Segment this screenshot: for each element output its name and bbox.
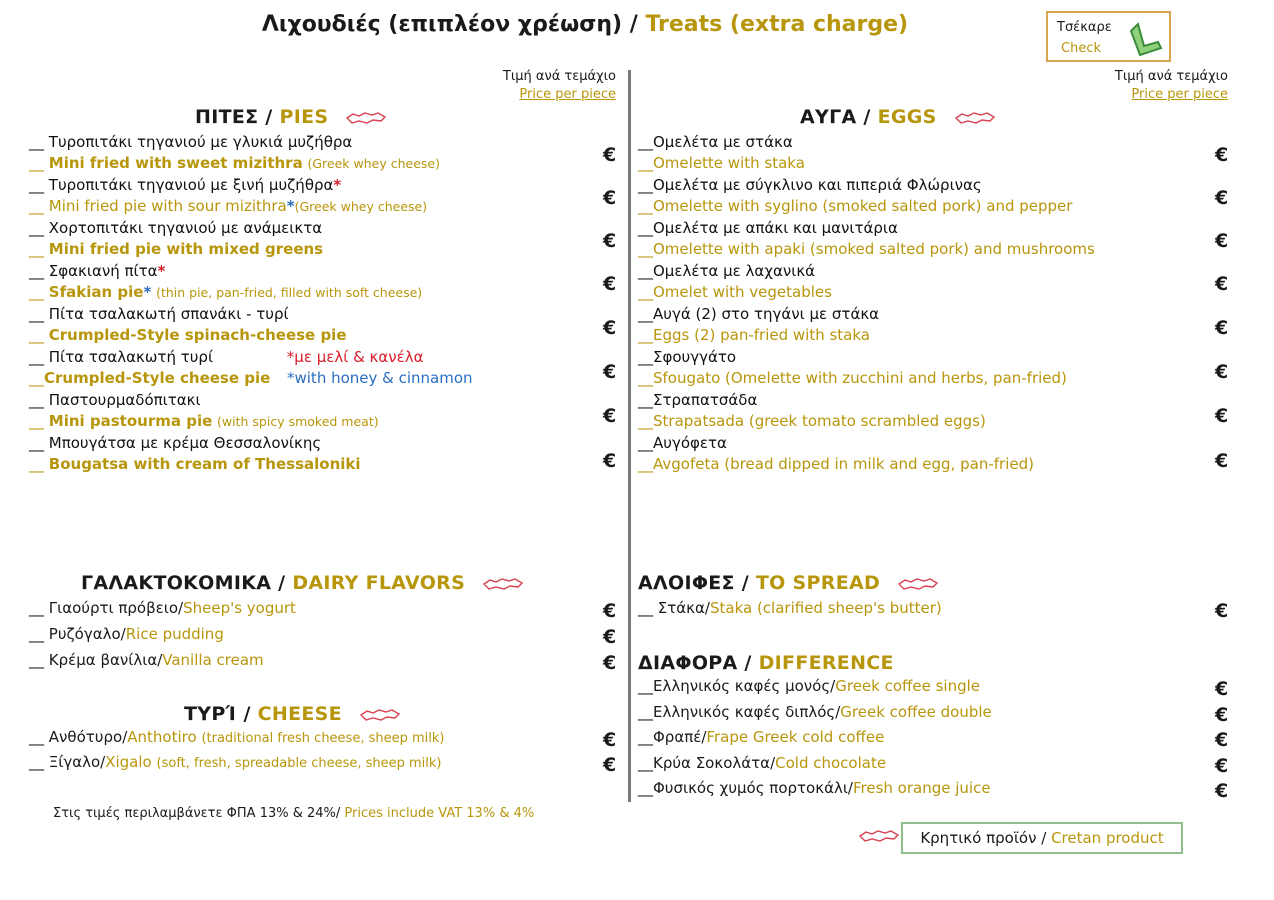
price-euro: €: [603, 600, 617, 622]
item-name-english: Anthotiro: [127, 728, 197, 746]
asterisk-mark: *: [157, 262, 166, 280]
crete-map-icon: [345, 110, 387, 126]
section-title-cheese: [184, 703, 401, 725]
list-item: __Ομελέτα με στάκα __Omelette with staka: [638, 133, 805, 172]
item-name-english: Omelette with syglino (smoked salted pork) and pepper: [653, 197, 1073, 215]
section-title-greek: ΑΥΓΑ /: [800, 106, 871, 128]
item-name-english: Eggs (2) pan-fried with staka: [653, 326, 870, 344]
price-euro: €: [603, 187, 617, 209]
price-euro: €: [1215, 678, 1229, 700]
item-name-english: Greek coffee single: [835, 677, 980, 695]
price-euro: €: [603, 729, 617, 751]
check-legend: [1046, 11, 1171, 62]
list-item: __Σφουγγάτο __Sfougato (Omelette with zucchini and herbs, pan-fried): [638, 348, 1067, 387]
item-name-english: Frape Greek cold coffee: [706, 728, 885, 746]
list-item: __Αυγόφετα __Avgofeta (bread dipped in milk and egg, pan-fried): [638, 434, 1034, 473]
item-name-english: Strapatsada (greek tomato scrambled eggs): [653, 412, 986, 430]
item-name-greek: Ομελέτα με στάκα: [653, 133, 793, 151]
item-name-english: Bougatsa with cream of Thessaloniki: [48, 455, 361, 473]
item-name-english: Mini pastourma pie: [48, 412, 213, 430]
item-name-greek: Χορτοπιτάκι τηγανιού με ανάμεικτα: [48, 219, 323, 237]
item-name-greek: Ρυζόγαλο: [48, 625, 121, 643]
section-title-english: PIES: [279, 106, 329, 128]
item-name-greek: Κρύα Σοκολάτα: [653, 754, 771, 772]
item-name-greek: Τυροπιτάκι τηγανιού με γλυκιά μυζήθρα: [48, 133, 353, 151]
item-name-greek: Ξίγαλο: [48, 753, 101, 771]
cretan-product-legend: [901, 822, 1183, 854]
item-name-english: Fresh orange juice: [852, 779, 991, 797]
list-item: __ Γιαούρτι πρόβειο/Sheep's yogurt: [29, 599, 296, 617]
list-item: __ Τυροπιτάκι τηγανιού με ξινή μυζήθρα* __ Mini fried pie with sour mizithra*(Greek whey cheese): [29, 176, 428, 215]
price-euro: €: [603, 754, 617, 776]
vat-note-greek: Στις τιμές περιλαμβάνετε ΦΠΑ 13% & 24%/: [53, 806, 341, 821]
section-title-eggs: [800, 106, 996, 128]
eggs-list: [638, 132, 1095, 475]
section-title-greek: ΠΙΤΕΣ /: [195, 106, 273, 128]
item-note: (soft, fresh, spreadable cheese, sheep milk): [156, 756, 442, 771]
price-euro: €: [1215, 317, 1229, 339]
honey-note-greek: *με μελί & κανέλα: [286, 348, 424, 366]
item-name-greek: Ομελέτα με απάκι και μανιτάρια: [653, 219, 898, 237]
item-name-greek: Φραπέ: [653, 728, 702, 746]
item-name-english: Mini fried with sweet mizithra: [48, 154, 303, 172]
title-greek: Λιχουδιές (επιπλέον χρέωση) /: [261, 12, 638, 37]
item-note: (traditional fresh cheese, sheep milk): [201, 731, 445, 746]
asterisk-mark: *: [286, 197, 295, 215]
section-title-greek: ΔΙΑΦΟΡΑ /: [638, 652, 752, 674]
item-name-greek: Ελληνικός καφές μονός: [653, 677, 831, 695]
item-name-english: Omelet with vegetables: [653, 283, 832, 301]
list-item: __Ομελέτα με σύγκλινο και πιπεριά Φλώρινας __Omelette with syglino (smoked salted pork) and pepper: [638, 176, 1073, 215]
vat-note: [53, 806, 534, 821]
list-item: __Ομελέτα με απάκι και μανιτάρια __Omelette with apaki (smoked salted pork) and mushrooms: [638, 219, 1095, 258]
list-item: __Ελληνικός καφές διπλός/Greek coffee double: [638, 703, 992, 721]
checkmark-icon: [1128, 21, 1164, 59]
section-title-spread: [638, 572, 939, 594]
item-name-greek: Στραπατσάδα: [653, 391, 758, 409]
check-label-greek: Τσέκαρε: [1057, 20, 1112, 35]
price-euro: €: [1215, 361, 1229, 383]
item-name-english: Crumpled-Style cheese pie: [44, 369, 271, 387]
list-item: __ Πίτα τσαλακωτή τυρί *με μελί & κανέλα __Crumpled-Style cheese pie *with honey & cinnamon: [29, 348, 473, 387]
list-item: __ Τυροπιτάκι τηγανιού με γλυκιά μυζήθρα __ Mini fried with sweet mizithra (Greek whey cheese): [29, 133, 440, 172]
crete-map-icon: [858, 828, 900, 844]
item-name-greek: Ομελέτα με σύγκλινο και πιπεριά Φλώρινας: [653, 176, 982, 194]
list-item: __Αυγά (2) στο τηγάνι με στάκα __Eggs (2) pan-fried with staka: [638, 305, 880, 344]
vat-note-english: Prices include VAT 13% & 4%: [344, 806, 535, 821]
price-euro: €: [1215, 704, 1229, 726]
section-title-english: DIFFERENCE: [758, 652, 894, 674]
item-name-english: Mini fried pie with mixed greens: [48, 240, 324, 258]
price-header-greek: Τιμή ανά τεμάχιο: [502, 69, 616, 84]
item-name-greek: Αυγά (2) στο τηγάνι με στάκα: [653, 305, 880, 323]
price-euro: €: [603, 405, 617, 427]
list-item: __ Παστουρμαδόπιτακι __ Mini pastourma pie (with spicy smoked meat): [29, 391, 379, 430]
list-item: __Φραπέ/Frape Greek cold coffee: [638, 728, 885, 746]
section-title-greek: ΤΥΡΊ /: [184, 703, 251, 725]
section-title-dairy: [81, 572, 524, 594]
item-name-english: Omelette with apaki (smoked salted pork) and mushrooms: [653, 240, 1095, 258]
crete-map-icon: [482, 576, 524, 592]
item-note: (thin pie, pan-fried, filled with soft cheese): [156, 285, 423, 300]
item-name-greek: Σφακιανή πίτα: [48, 262, 158, 280]
item-name-english: Greek coffee double: [840, 703, 992, 721]
item-name-english: Vanilla cream: [162, 651, 264, 669]
price-euro: €: [603, 626, 617, 648]
honey-note-english: *with honey & cinnamon: [287, 369, 473, 387]
price-euro: €: [1215, 755, 1229, 777]
item-name-greek: Σφουγγάτο: [653, 348, 737, 366]
crete-map-icon: [897, 576, 939, 592]
list-item: __ Σφακιανή πίτα* __ Sfakian pie* (thin pie, pan-fried, filled with soft cheese): [29, 262, 423, 301]
item-name-greek: Πίτα τσαλακωτή σπανάκι - τυρί: [48, 305, 289, 323]
item-name-greek: Ανθότυρο: [48, 728, 123, 746]
list-item: __Φυσικός χυμός πορτοκάλι/Fresh orange juice: [638, 779, 991, 797]
price-header-english: Price per piece: [519, 87, 616, 102]
price-euro: €: [1215, 187, 1229, 209]
item-name-greek: Ελληνικός καφές διπλός: [653, 703, 836, 721]
item-name-english: Sheep's yogurt: [183, 599, 296, 617]
price-header-right: [1115, 69, 1228, 102]
price-euro: €: [603, 652, 617, 674]
item-name-english: Crumpled-Style spinach-cheese pie: [48, 326, 347, 344]
section-title-english: DAIRY FLAVORS: [292, 572, 466, 594]
item-name-greek: Παστουρμαδόπιτακι: [48, 391, 201, 409]
item-name-english: Xigalo: [105, 753, 152, 771]
check-label-english: Check: [1061, 41, 1101, 56]
price-euro: €: [1215, 230, 1229, 252]
list-item: __ Ανθότυρο/Anthotiro (traditional fresh cheese, sheep milk): [29, 728, 445, 746]
item-name-english: Avgofeta (bread dipped in milk and egg, pan-fried): [653, 455, 1034, 473]
item-name-greek: Ομελέτα με λαχανικά: [653, 262, 816, 280]
section-title-english: TO SPREAD: [755, 572, 881, 594]
price-euro: €: [1215, 273, 1229, 295]
item-name-english: Sfakian pie: [48, 283, 144, 301]
title-english: Treats (extra charge): [645, 12, 909, 37]
cretan-legend-greek: Κρητικό προϊόν /: [920, 829, 1047, 847]
price-euro: €: [603, 273, 617, 295]
price-euro: €: [603, 450, 617, 472]
cretan-legend-english: Cretan product: [1051, 829, 1164, 847]
crete-map-icon: [359, 707, 401, 723]
section-title-greek: ΑΛΟΙΦΕΣ /: [638, 572, 749, 594]
asterisk-mark: *: [143, 283, 152, 301]
section-title-difference: [638, 652, 894, 674]
list-item: __Ελληνικός καφές μονός/Greek coffee single: [638, 677, 980, 695]
item-name-greek: Φυσικός χυμός πορτοκάλι: [653, 779, 848, 797]
item-name-greek: Αυγόφετα: [653, 434, 727, 452]
price-euro: €: [1215, 405, 1229, 427]
list-item: __ Ρυζόγαλο/Rice pudding: [29, 625, 224, 643]
list-item: __Στραπατσάδα __Strapatsada (greek tomato scrambled eggs): [638, 391, 986, 430]
section-title-english: CHEESE: [257, 703, 342, 725]
item-note: (Greek whey cheese): [294, 199, 428, 214]
section-title-greek: ΓΑΛΑΚΤΟΚΟΜΙΚΑ /: [81, 572, 286, 594]
item-name-greek: Πίτα τσαλακωτή τυρί: [48, 348, 214, 366]
item-name-english: Staka (clarified sheep's butter): [709, 599, 942, 617]
item-name-greek: Μπουγάτσα με κρέμα Θεσσαλονίκης: [48, 434, 322, 452]
list-item: __Ομελέτα με λαχανικά __Omelet with vegetables: [638, 262, 832, 301]
price-euro: €: [603, 317, 617, 339]
list-item: __ Μπουγάτσα με κρέμα Θεσσαλονίκης __ Bougatsa with cream of Thessaloniki: [29, 434, 361, 473]
section-title-english: EGGS: [877, 106, 937, 128]
price-euro: €: [1215, 600, 1229, 622]
item-note: (with spicy smoked meat): [217, 414, 379, 429]
item-name-english: Rice pudding: [125, 625, 224, 643]
price-euro: €: [1215, 729, 1229, 751]
price-header-english: Price per piece: [1131, 87, 1228, 102]
pies-list: [29, 132, 473, 475]
list-item: __ Ξίγαλο/Xigalo (soft, fresh, spreadable cheese, sheep milk): [29, 753, 442, 771]
list-item: __ Κρέμα βανίλια/Vanilla cream: [29, 651, 264, 669]
price-euro: €: [1215, 780, 1229, 802]
price-euro: €: [603, 230, 617, 252]
column-divider: [628, 70, 631, 802]
item-name-english: Sfougato (Omelette with zucchini and herbs, pan-fried): [653, 369, 1067, 387]
item-name-english: Mini fried pie with sour mizithra: [48, 197, 287, 215]
item-name-english: Cold chocolate: [775, 754, 887, 772]
price-euro: €: [1215, 144, 1229, 166]
item-name-english: Omelette with staka: [653, 154, 805, 172]
price-euro: €: [1215, 450, 1229, 472]
section-title-pies: [195, 106, 387, 128]
item-name-greek: Στάκα: [657, 599, 705, 617]
list-item: __ Χορτοπιτάκι τηγανιού με ανάμεικτα __ Mini fried pie with mixed greens: [29, 219, 324, 258]
price-euro: €: [603, 361, 617, 383]
page-title: [0, 12, 1170, 37]
item-note: (Greek whey cheese): [307, 156, 440, 171]
asterisk-mark: *: [333, 176, 342, 194]
price-header-left: [503, 69, 616, 102]
list-item: __ Στάκα/Staka (clarified sheep's butter): [638, 599, 942, 617]
price-euro: €: [603, 144, 617, 166]
item-name-greek: Γιαούρτι πρόβειο: [48, 599, 179, 617]
list-item: __Κρύα Σοκολάτα/Cold chocolate: [638, 754, 887, 772]
item-name-greek: Τυροπιτάκι τηγανιού με ξινή μυζήθρα: [48, 176, 334, 194]
crete-map-icon: [954, 110, 996, 126]
item-name-greek: Κρέμα βανίλια: [48, 651, 158, 669]
list-item: __ Πίτα τσαλακωτή σπανάκι - τυρί __ Crumpled-Style spinach-cheese pie: [29, 305, 347, 344]
price-header-greek: Τιμή ανά τεμάχιο: [1114, 69, 1228, 84]
